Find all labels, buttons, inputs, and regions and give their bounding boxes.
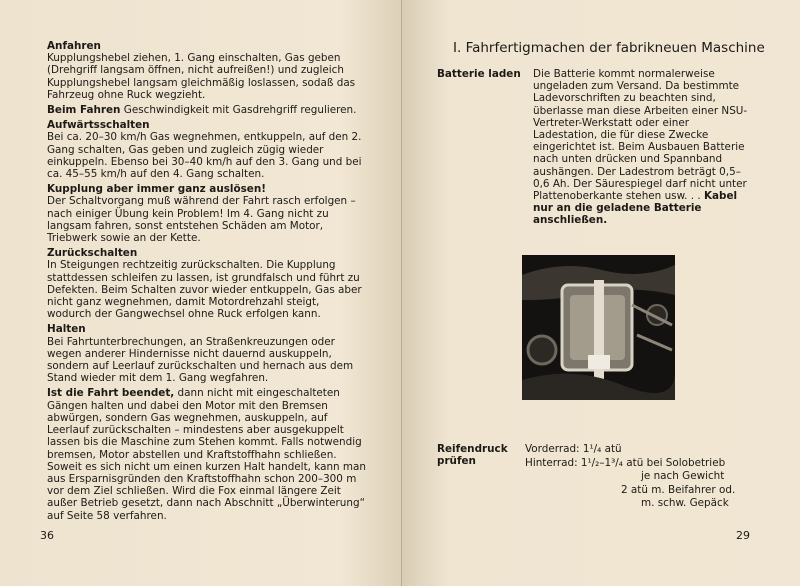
- heading-beim-fahren: Beim Fahren: [47, 104, 121, 117]
- heading-kupplung: Kupplung aber immer ganz auslösen!: [47, 183, 266, 196]
- right-page-number: 29: [736, 529, 750, 542]
- left-page-number: 36: [40, 529, 54, 542]
- rear-tire-label: Hinterrad:: [525, 456, 578, 469]
- text-zurueckschalten: In Steigungen rechtzeitig zurückschalten. Die Kupplung stattdessen schleifen zu lassen, ist grundfalsch und führt zu Defekten. Beim Schalten zuvor wieder entkuppeln, Gas aber nicht ganz wegnehmen, damit Motordrehzahl steigt, wodurch der Gangwechsel ohne Ruck erfolgen kann.: [47, 259, 362, 321]
- text-anfahren: Kupplungshebel ziehen, 1. Gang einschalten, Gas geben (Drehgriff langsam öffnen, nicht aufreißen!) und zugleich Kupplungshebel langsam gleichmäßig loslassen, sodaß das Fahrzeug ohne Ruck wegzieht.: [47, 52, 356, 101]
- battery-text: Die Batterie kommt normalerweise ungeladen zum Versand. Da bestimmte Ladevorschriften zu beachten sind, überlasse man diese Arbeiten einer NSU-Vertreter-Werkstatt oder einer Ladestation, die für diese Zwecke eingerichtet ist. Beim Ausbauen Batterie nach unten drücken und Spannband aushängen. Der Ladestrom beträgt 0,5–0,6 Ah. Der Säurespiegel darf nicht unter Plattenoberkante stehen usw. . .: [533, 68, 748, 203]
- block-fahrt-beendet: [47, 387, 367, 521]
- tire-pressure-label: Reifendruck prüfen: [437, 443, 508, 468]
- front-tire-row: [525, 443, 735, 457]
- sidecar-tire-value: 2 atü m. Beifahrer od.: [621, 483, 736, 496]
- text-aufwaertsschalten: Bei ca. 20–30 km/h Gas wegnehmen, entkuppeln, auf den 2. Gang schalten, Gas geben und zugleich zügig wieder einkuppeln. Ebenso bei 30–40 km/h auf den 3. Gang und bei ca. 45–55 km/h auf den 4. Gang schalten.: [47, 131, 362, 181]
- rear-tire-value: 1¹/₂–1³/₄ atü bei Solobetrieb: [580, 456, 726, 469]
- battery-photo: [522, 255, 675, 400]
- heading-aufwaertsschalten: Aufwärtsschalten: [47, 119, 150, 132]
- rear-tire-note: je nach Gewicht: [641, 470, 725, 482]
- text-halten: Bei Fahrtunterbrechungen, an Straßenkreuzungen oder wegen anderer Hindernisse nicht dauernd auskuppeln, sondern auf Leerlauf zurückschalten und hernach aus dem Stand wieder mit dem 1. Gang wegfahren.: [47, 335, 354, 385]
- heading-zurueckschalten: Zurückschalten: [47, 247, 138, 260]
- text-beim-fahren: Geschwindigkeit mit Gasdrehgriff regulieren.: [123, 104, 357, 117]
- heading-fahrt-beendet: Ist die Fahrt beendet,: [47, 387, 175, 400]
- text-fahrt-beendet: dann nicht mit eingeschalteten Gängen halten und dabei den Motor mit den Bremsen abwürgen, sondern Gas wegnehmen, auskuppeln, auf Leerlauf zurückschalten – mindestens aber ausgekuppelt lassen bis die Maschine zum Stehen kommt. Falls notwendig bremsen, Motor abstellen und Kraftstoffhahn schließen. Soweit es sich nicht um einen kurzen Halt handelt, kann man aus Ersparnisgründen den Kraftstoffhahn schon 200–300 m vor dem Ziel schließen. Wird die Fox einmal längere Zeit außer Betrieb gesetzt, dann nach Abschnitt „Überwinterung“ auf Seite 58 verfahren.: [47, 387, 366, 522]
- battery-emphasis: Kabel nur an die geladene Batterie anschließen.: [533, 190, 738, 227]
- text-kupplung: Der Schaltvorgang muß während der Fahrt rasch erfolgen – nach einiger Übung kein Problem! Im 4. Gang nicht zu langsam fahren, sonst entstehen Schäden am Motor, Triebwerk sowie an der Kette.: [47, 195, 356, 245]
- block-beim-fahren: [47, 104, 367, 116]
- tire-pressure-table: [525, 443, 735, 511]
- battery-label: Batterie laden: [437, 68, 521, 80]
- sidecar-tire-note: m. schw. Gepäck: [641, 497, 729, 509]
- rear-tire-row: [525, 457, 735, 471]
- battery-text-block: [533, 68, 755, 227]
- heading-halten: Halten: [47, 323, 86, 336]
- battery-photo-drawing: [522, 255, 675, 400]
- front-tire-value: 1¹/₄ atü: [582, 443, 622, 455]
- front-tire-label: Vorderrad:: [525, 443, 580, 455]
- right-page-title: I. Fahrfertigmachen der fabrikneuen Maschine: [453, 40, 765, 56]
- heading-anfahren: Anfahren: [47, 40, 101, 52]
- left-page-body: [47, 40, 367, 525]
